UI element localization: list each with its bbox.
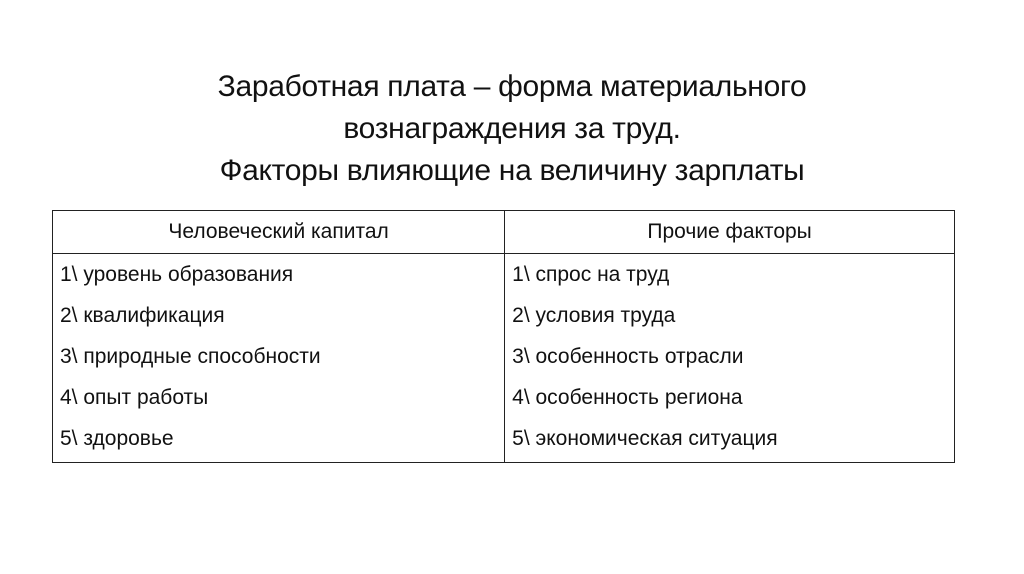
- list-item: 4\ особенность региона: [512, 386, 743, 409]
- list-item: 2\ условия труда: [512, 304, 676, 327]
- header-other-factors: Прочие факторы: [505, 211, 955, 254]
- list-item: 1\ спрос на труд: [512, 263, 670, 286]
- list-item: 3\ особенность отрасли: [512, 345, 744, 368]
- table-row: [53, 254, 955, 463]
- list-item: 2\ квалификация: [60, 304, 225, 327]
- list-item: 3\ природные способности: [60, 345, 321, 368]
- slide-title: [0, 66, 1024, 192]
- other-factors-cell: [505, 254, 955, 463]
- title-line-1: Заработная плата – форма материального: [217, 70, 807, 103]
- title-line-2: вознаграждения за труд.: [343, 112, 681, 145]
- title-line-3: Факторы влияющие на величину зарплаты: [219, 154, 805, 187]
- list-item: 1\ уровень образования: [60, 263, 294, 286]
- human-capital-cell: [53, 254, 505, 463]
- table-header-row: [53, 211, 955, 254]
- list-item: 4\ опыт работы: [60, 386, 209, 409]
- header-human-capital: Человеческий капитал: [53, 211, 505, 254]
- list-item: 5\ экономическая ситуация: [512, 427, 778, 450]
- list-item: 5\ здоровье: [60, 427, 174, 450]
- factors-table: [52, 210, 955, 463]
